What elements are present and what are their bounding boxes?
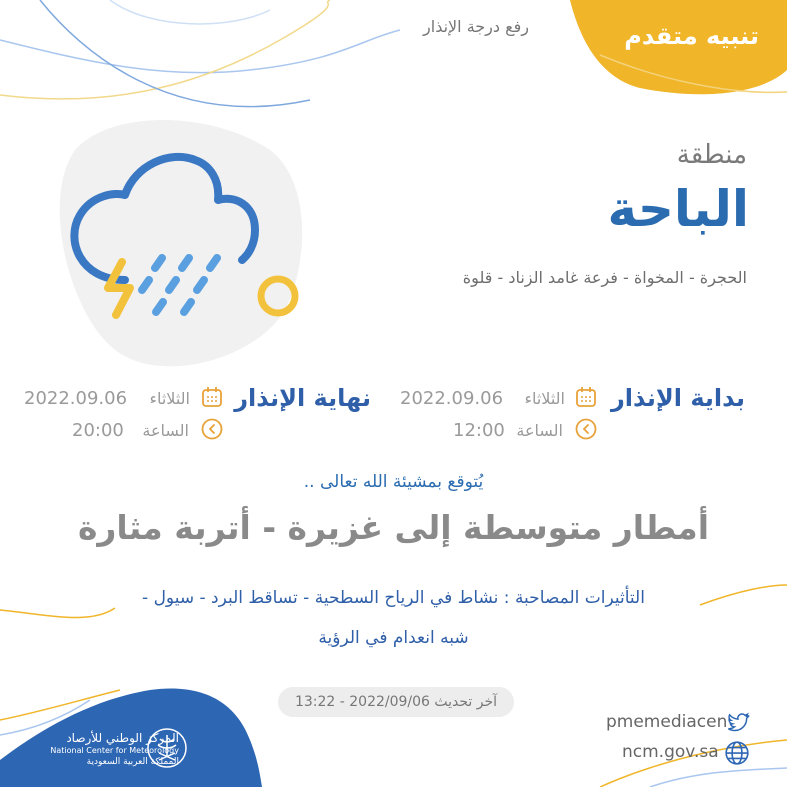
associated-effects-line2: شبه انعدام في الرؤية (318, 628, 469, 648)
warning-start-time-label: الساعة (516, 421, 563, 440)
org-country: المملكة العربية السعودية (86, 757, 179, 767)
advanced-alert-badge: تنبيه متقدم (624, 22, 759, 50)
warning-end-time: 20:00 (72, 420, 124, 441)
last-update-pill: آخر تحديث 2022/09/06 - 13:22 (278, 687, 514, 717)
calendar-icon (201, 386, 223, 408)
affected-areas: الحجرة - المخواة - فرعة غامد الزناد - قلوة (462, 268, 747, 287)
associated-effects-line1: التأثيرات المصاحبة : نشاط في الرياح السطحية - تساقط البرد - سيول - (142, 588, 645, 608)
twitter-handle[interactable]: pmemediacen (606, 712, 728, 732)
twitter-icon[interactable] (725, 710, 751, 734)
clock-icon (575, 418, 597, 440)
warning-start-time: 12:00 (453, 420, 505, 441)
warning-start-day: الثلاثاء (524, 389, 565, 408)
website-link[interactable]: ncm.gov.sa (622, 742, 719, 762)
clock-icon (201, 418, 223, 440)
globe-icon[interactable] (724, 740, 750, 766)
warning-end-day: الثلاثاء (149, 389, 190, 408)
forecast-intro: يُتوقع بمشيئة الله تعالى .. (303, 472, 484, 492)
warning-start-title: بداية الإنذار (610, 384, 745, 412)
region-name: الباحة (607, 180, 749, 238)
cloud-rain-lightning-icon (60, 150, 310, 330)
calendar-icon (575, 386, 597, 408)
region-label: منطقة (676, 140, 747, 170)
forecast-headline: أمطار متوسطة إلى غزيرة - أتربة مثارة (77, 508, 710, 547)
warning-start-date: 2022.09.06 (400, 388, 504, 409)
raise-warning-level-label: رفع درجة الإنذار (423, 17, 529, 36)
org-name-arabic: المركز الوطني للأرصاد (66, 731, 179, 745)
warning-end-time-label: الساعة (142, 421, 189, 440)
warning-end-title: نهاية الإنذار (234, 384, 371, 412)
org-name-english: National Center for Meteorology (50, 746, 179, 755)
warning-end-date: 2022.09.06 (24, 388, 128, 409)
